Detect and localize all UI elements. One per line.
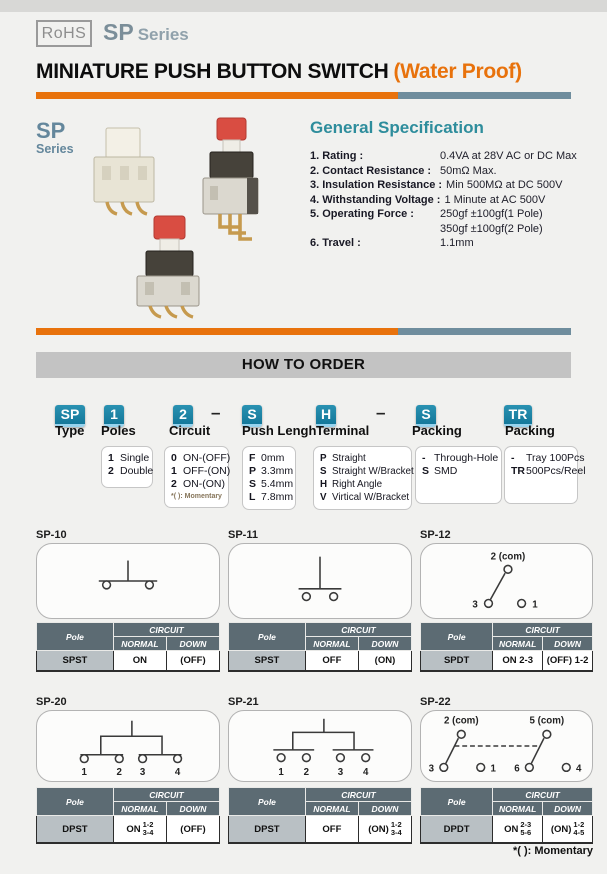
normal-value: OFF	[305, 816, 358, 844]
waterproof-label: (Water Proof)	[393, 60, 522, 83]
option-item	[422, 465, 495, 478]
option-item	[320, 478, 405, 491]
momentary-footnote: *( ): Momentary	[512, 845, 593, 857]
circuit-header: CIRCUIT	[305, 623, 411, 637]
value-top: 1-2	[142, 820, 154, 829]
switch-photo-white	[94, 128, 154, 214]
options-packing-type	[415, 446, 502, 504]
value-prefix: ON	[504, 823, 519, 835]
node-label-3: 3	[428, 763, 435, 775]
option-key: P	[320, 453, 327, 464]
option-item	[249, 478, 294, 491]
diagram-id-sp10: SP-10	[36, 529, 67, 541]
option-key: 1	[108, 452, 114, 464]
option-value: 0mm	[261, 452, 285, 464]
general-specification	[310, 118, 592, 251]
accent-bar-orange	[36, 328, 398, 335]
pole-value: DPST	[229, 816, 306, 844]
circuit-table-sp12	[420, 622, 593, 672]
switch-photo-red-front	[137, 216, 199, 317]
spec-value-line1: 250gf ±100gf(1 Pole)	[440, 208, 543, 220]
spec-row-travel	[310, 236, 592, 251]
accent-bar-mid	[36, 328, 571, 335]
diagram-id-sp21: SP-21	[228, 696, 259, 708]
option-item	[249, 465, 294, 478]
option-value: Single	[120, 452, 150, 464]
option-value: SMD	[434, 465, 458, 477]
spec-value	[440, 207, 543, 236]
option-item	[171, 465, 231, 478]
value-top: 1-2	[390, 820, 402, 829]
option-value: 500Pcs/Reel	[526, 465, 586, 477]
spec-value: 1 Minute at AC 500V	[444, 193, 546, 206]
option-value: 7.8mm	[261, 491, 294, 503]
diagram-sp20	[36, 710, 220, 782]
down-value: (ON)	[358, 651, 411, 672]
option-key: 2	[108, 465, 114, 477]
value-bottom: 4-5	[573, 828, 585, 837]
node-label-2: 2	[303, 767, 310, 779]
value-top: 2-3	[520, 820, 532, 829]
diagram-id-sp22: SP-22	[420, 696, 451, 708]
option-item	[511, 452, 585, 465]
option-value: 3.3mm	[261, 465, 294, 477]
option-item	[171, 478, 225, 491]
diagram-sp21	[228, 710, 412, 782]
option-key: V	[320, 492, 327, 503]
circuit-table-sp22	[420, 787, 593, 844]
pole-header: Pole	[229, 788, 306, 816]
accent-bar-blue	[398, 92, 571, 99]
down-value	[543, 816, 593, 844]
circuit-diagram-sp22	[421, 711, 592, 781]
value-bottom: 5-6	[520, 828, 532, 837]
node-label-com2: 5 (com)	[529, 715, 565, 727]
circuit-diagram-sp10	[37, 544, 219, 618]
series-title	[103, 19, 189, 46]
code-badge-circuit: 2	[173, 405, 193, 427]
code-dash: –	[211, 403, 221, 422]
option-item	[511, 465, 586, 478]
normal-value: OFF	[305, 651, 358, 672]
code-badge-type: SP	[55, 405, 85, 427]
pole-value: DPDT	[421, 816, 493, 844]
option-item	[320, 491, 410, 504]
down-value: (OFF)	[166, 651, 219, 672]
value-bottom: 3-4	[390, 828, 402, 837]
option-key: H	[320, 479, 328, 490]
normal-header: NORMAL	[493, 802, 543, 816]
spec-value: 0.4VA at 28V AC or DC Max	[440, 150, 577, 162]
option-key: 0	[171, 452, 177, 464]
diagram-id-sp20: SP-20	[36, 696, 67, 708]
option-value: ON-(OFF)	[183, 452, 231, 464]
options-packing-qty	[504, 446, 586, 504]
option-key: S	[320, 466, 327, 477]
node-label-6: 6	[514, 763, 520, 775]
diagram-sp22	[420, 710, 593, 782]
option-value: 5.4mm	[261, 478, 294, 490]
pole-value: SPST	[229, 651, 306, 672]
column-label-packing-qty: Packing	[505, 423, 555, 438]
option-item	[108, 465, 154, 478]
code-dash: –	[376, 403, 386, 422]
options-circuit	[164, 446, 229, 508]
diagram-sp12	[420, 543, 593, 619]
pole-value: SPDT	[421, 651, 493, 672]
spec-value: 1.1mm	[440, 237, 474, 249]
options-push-length	[242, 446, 296, 510]
normal-header: NORMAL	[305, 637, 358, 651]
spec-label: 5. Operating Force :	[310, 208, 414, 220]
spec-value: 50mΩ Max.	[440, 164, 497, 177]
spec-value-line2: 350gf ±100gf(2 Pole)	[440, 222, 543, 235]
option-item	[249, 491, 294, 504]
down-value: (OFF)	[166, 816, 219, 844]
value-bottom: 3-4	[142, 828, 154, 837]
column-label-packing-type: Packing	[412, 423, 462, 438]
option-key: -	[422, 452, 426, 464]
circuit-header: CIRCUIT	[493, 623, 593, 637]
switch-photo-red-right-angle	[203, 118, 258, 239]
diagram-sp10	[36, 543, 220, 619]
column-label-circuit: Circuit	[169, 423, 211, 438]
accent-bar-orange	[36, 92, 398, 99]
code-badge-packing-qty: TR	[504, 405, 532, 427]
option-item	[320, 465, 414, 478]
how-to-order-header: HOW TO ORDER	[36, 352, 571, 378]
node-label-2: 2	[116, 767, 122, 779]
circuit-diagram-sp20	[37, 711, 219, 781]
circuit-header: CIRCUIT	[493, 788, 593, 802]
options-poles	[101, 446, 153, 488]
node-label-4: 4	[576, 763, 582, 775]
circuit-diagram-sp21	[229, 711, 411, 781]
normal-value	[113, 816, 166, 844]
spec-label: 1. Rating :	[310, 150, 364, 162]
column-label-push-length: Push Lengh	[242, 423, 317, 438]
option-value: Through-Hole	[434, 452, 499, 464]
spec-label: 6. Travel :	[310, 237, 361, 249]
product-series-label	[36, 120, 74, 156]
pole-value: SPST	[37, 651, 114, 672]
normal-value: ON 2-3	[493, 651, 543, 672]
spec-row-withstanding-voltage	[310, 193, 592, 208]
option-value: Virtical W/Bracket	[332, 492, 410, 503]
pole-value: DPST	[37, 816, 114, 844]
option-key: S	[422, 465, 430, 477]
option-value: Right Angle	[332, 479, 383, 490]
product-series-word: Series	[36, 142, 74, 156]
accent-bar-blue	[398, 328, 571, 335]
down-value: (OFF) 1-2	[543, 651, 593, 672]
spec-label: 3. Insulation Resistance :	[310, 179, 443, 191]
down-header: DOWN	[358, 637, 411, 651]
node-label-3: 3	[472, 599, 478, 611]
value-prefix: ON	[126, 823, 141, 835]
column-label-terminal: Terminal	[316, 423, 370, 438]
circuit-table-sp21	[228, 787, 412, 844]
option-value: Straight	[332, 453, 366, 464]
diagram-sp11	[228, 543, 412, 619]
accent-bar-top	[36, 92, 571, 99]
node-label-3: 3	[337, 767, 344, 779]
option-key: TR	[511, 465, 525, 477]
option-key: -	[511, 452, 515, 464]
spec-value: Min 500MΩ at DC 500V	[446, 179, 563, 191]
general-specification-title: General Specification	[310, 118, 484, 137]
normal-value	[493, 816, 543, 844]
option-key: L	[249, 491, 256, 503]
code-badge-packing-type: S	[416, 405, 436, 427]
code-badge-push-length: S	[242, 405, 262, 427]
option-key: F	[249, 452, 256, 464]
option-key: 2	[171, 478, 177, 490]
spec-row-insulation-resistance	[310, 178, 592, 193]
top-strip	[0, 0, 607, 12]
circuit-diagram-sp12	[421, 544, 592, 618]
option-value: OFF-(ON)	[183, 465, 231, 477]
normal-header: NORMAL	[113, 637, 166, 651]
pole-header: Pole	[229, 623, 306, 651]
spec-label: 4. Withstanding Voltage :	[310, 193, 441, 206]
series-code: SP	[103, 19, 134, 45]
spec-label: 2. Contact Resistance :	[310, 164, 432, 177]
option-item	[249, 452, 289, 465]
option-key: 1	[171, 465, 177, 477]
momentary-footnote-small: *( ): Momentary	[171, 493, 222, 500]
option-item	[422, 452, 499, 465]
spec-row-rating	[310, 149, 592, 164]
down-header: DOWN	[166, 637, 219, 651]
option-value: Tray 100Pcs	[526, 452, 585, 464]
node-label-1: 1	[490, 763, 496, 775]
diagram-id-sp11: SP-11	[228, 529, 258, 541]
down-header: DOWN	[543, 637, 593, 651]
down-header: DOWN	[358, 802, 411, 816]
normal-value: ON	[113, 651, 166, 672]
pole-header: Pole	[37, 623, 114, 651]
pole-header: Pole	[421, 623, 493, 651]
page-title	[36, 60, 522, 84]
page-title-text: MINIATURE PUSH BUTTON SWITCH	[36, 60, 389, 83]
value-prefix: (ON)	[550, 823, 572, 835]
diagram-id-sp12: SP-12	[420, 529, 451, 541]
node-label-com: 2 (com)	[490, 551, 526, 563]
column-label-poles: Poles	[101, 423, 136, 438]
circuit-table-sp10	[36, 622, 220, 672]
node-label-1: 1	[81, 767, 87, 779]
down-value	[358, 816, 411, 844]
rohs-badge: RoHS	[36, 20, 92, 47]
product-series-code: SP	[36, 118, 66, 143]
node-label-4: 4	[362, 767, 369, 779]
option-value: ON-(ON)	[183, 478, 225, 490]
product-photos	[78, 116, 328, 321]
pole-header: Pole	[421, 788, 493, 816]
normal-header: NORMAL	[493, 637, 543, 651]
spec-row-contact-resistance	[310, 164, 592, 179]
value-top: 1-2	[573, 820, 585, 829]
option-item	[320, 452, 405, 465]
node-label-4: 4	[174, 767, 181, 779]
spec-row-operating-force	[310, 207, 592, 236]
normal-header: NORMAL	[305, 802, 358, 816]
normal-header: NORMAL	[113, 802, 166, 816]
series-word: Series	[137, 25, 189, 44]
option-key: P	[249, 465, 257, 477]
option-value: Double	[120, 465, 154, 477]
node-label-com1: 2 (com)	[444, 715, 479, 727]
column-label-type: Type	[55, 423, 85, 438]
option-item	[108, 452, 150, 465]
node-label-1: 1	[532, 599, 538, 611]
circuit-header: CIRCUIT	[113, 623, 219, 637]
value-prefix: (ON)	[368, 823, 389, 835]
node-label-3: 3	[139, 767, 146, 779]
circuit-header: CIRCUIT	[305, 788, 411, 802]
circuit-diagram-sp11	[229, 544, 411, 618]
code-badge-terminal: H	[316, 405, 336, 427]
option-key: S	[249, 478, 257, 490]
pole-header: Pole	[37, 788, 114, 816]
circuit-header: CIRCUIT	[113, 788, 219, 802]
down-header: DOWN	[166, 802, 219, 816]
node-label-1: 1	[278, 767, 284, 779]
circuit-table-sp11	[228, 622, 412, 672]
options-terminal	[313, 446, 412, 510]
option-item	[171, 452, 231, 465]
down-header: DOWN	[543, 802, 593, 816]
code-badge-poles: 1	[104, 405, 124, 427]
option-value: Straight W/Bracket	[332, 466, 414, 477]
circuit-table-sp20	[36, 787, 220, 844]
